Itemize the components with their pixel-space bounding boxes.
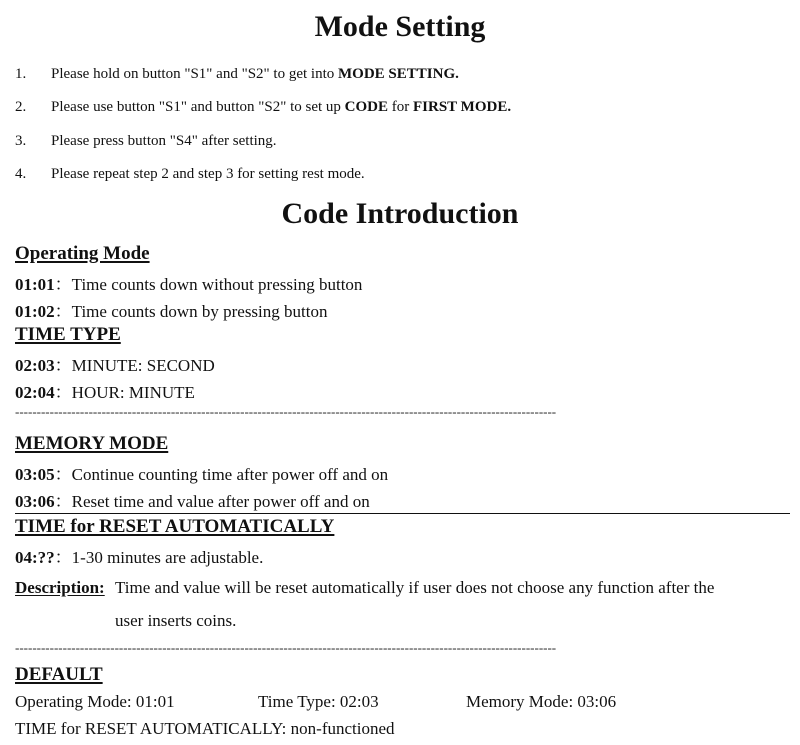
code-value: 02:04 bbox=[15, 383, 55, 402]
dashed-divider: ----------------------------------------------------------------------------------------------------------------------------- bbox=[15, 404, 557, 419]
code-separator: ： bbox=[54, 492, 72, 511]
section-divider bbox=[15, 513, 790, 514]
code-line bbox=[15, 297, 327, 322]
code-separator: ： bbox=[54, 356, 72, 375]
code-value: 01:02 bbox=[15, 302, 55, 321]
step-2-middle: for bbox=[388, 99, 413, 115]
default-heading: DEFAULT bbox=[15, 664, 103, 685]
code-value: 03:06 bbox=[15, 492, 55, 511]
operating-mode-heading: Operating Mode bbox=[15, 243, 150, 264]
default-reset: TIME for RESET AUTOMATICALLY: non-functioned bbox=[15, 719, 395, 738]
code-introduction-title: Code Introduction bbox=[281, 197, 519, 230]
description-label: Description: bbox=[15, 578, 105, 597]
code-description: HOUR: MINUTE bbox=[71, 383, 195, 402]
code-line bbox=[15, 543, 263, 568]
step-1-bold: MODE SETTING. bbox=[338, 66, 459, 82]
code-separator: ： bbox=[54, 383, 72, 402]
default-memory-mode: Memory Mode: 03:06 bbox=[466, 692, 617, 711]
step-number: 4. bbox=[15, 166, 27, 182]
default-operating-mode: Operating Mode: 01:01 bbox=[15, 692, 175, 711]
memory-mode-heading: MEMORY MODE bbox=[15, 433, 169, 454]
code-value: 04:?? bbox=[15, 548, 55, 567]
step-number: 3. bbox=[15, 133, 27, 149]
code-separator: ： bbox=[54, 548, 72, 567]
step-number: 2. bbox=[15, 99, 27, 115]
description-line-2: user inserts coins. bbox=[115, 611, 237, 630]
step-2-text bbox=[51, 99, 511, 116]
step-3-text: Please press button "S4" after setting. bbox=[51, 133, 277, 149]
code-description: Reset time and value after power off and on bbox=[71, 492, 370, 511]
dashed-divider: ----------------------------------------------------------------------------------------------------------------------------- bbox=[15, 640, 557, 655]
default-time-type: Time Type: 02:03 bbox=[258, 692, 379, 711]
code-line bbox=[15, 378, 195, 403]
step-2-bold-2: FIRST MODE. bbox=[413, 99, 512, 115]
code-line bbox=[15, 270, 362, 295]
code-line bbox=[15, 487, 370, 512]
step-2-bold: CODE bbox=[344, 99, 388, 115]
reset-automatically-heading: TIME for RESET AUTOMATICALLY bbox=[15, 516, 335, 537]
code-separator: ： bbox=[54, 465, 72, 484]
code-description: 1-30 minutes are adjustable. bbox=[71, 548, 264, 567]
time-type-heading: TIME TYPE bbox=[15, 324, 121, 345]
code-description: Time counts down without pressing button bbox=[71, 275, 363, 294]
code-separator: ： bbox=[54, 302, 72, 321]
code-description: Continue counting time after power off and on bbox=[71, 465, 389, 484]
code-value: 02:03 bbox=[15, 356, 55, 375]
code-line bbox=[15, 351, 215, 376]
code-value: 01:01 bbox=[15, 275, 55, 294]
description-line-1: Time and value will be reset automatically if user does not choose any function after the bbox=[115, 578, 715, 597]
code-description: Time counts down by pressing button bbox=[71, 302, 328, 321]
code-line bbox=[15, 460, 388, 485]
code-value: 03:05 bbox=[15, 465, 55, 484]
step-4-text: Please repeat step 2 and step 3 for setting rest mode. bbox=[51, 166, 365, 182]
step-2-main: Please use button "S1" and button "S2" to set up bbox=[51, 99, 345, 115]
step-number: 1. bbox=[15, 66, 27, 82]
code-description: MINUTE: SECOND bbox=[71, 356, 215, 375]
step-1-text bbox=[51, 66, 459, 83]
step-1-main: Please hold on button "S1" and "S2" to get into bbox=[51, 66, 338, 82]
mode-setting-title: Mode Setting bbox=[314, 10, 486, 43]
code-separator: ： bbox=[54, 275, 72, 294]
